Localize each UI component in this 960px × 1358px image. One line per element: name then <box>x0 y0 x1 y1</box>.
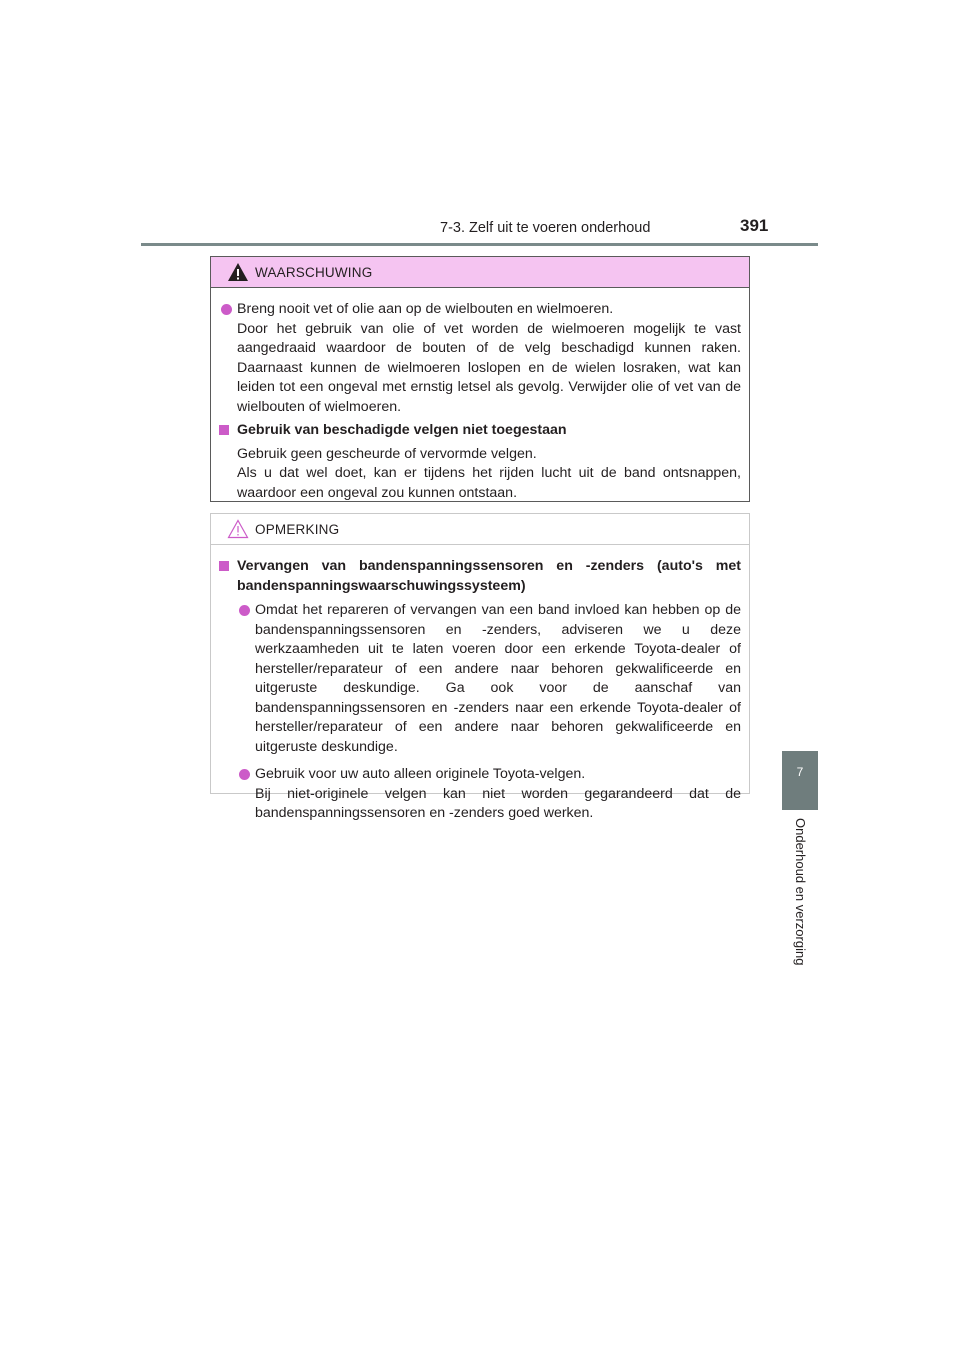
bullet-dot-icon <box>221 304 232 315</box>
header-rule <box>141 243 818 246</box>
chapter-tab <box>782 751 818 810</box>
notice-section <box>219 557 741 596</box>
section-square-icon <box>219 561 229 571</box>
notice-bullet-2-title: Gebruik voor uw auto alleen originele Toyota-velgen. <box>255 766 586 782</box>
section-2-line-2: Als u dat wel doet, kan er tijdens het rijden lucht uit de band ontsnappen, waardoor een ongeval zou kunnen ontstaan. <box>237 465 741 501</box>
notice-bullet-2 <box>237 765 741 824</box>
notice-bullets <box>219 601 741 824</box>
notice-bullet-2-body: Bij niet-originele velgen kan niet worden gegarandeerd dat de bandenspanningssensoren en -zenders goed werken. <box>255 785 741 821</box>
section-square-icon <box>219 425 229 435</box>
notice-box <box>210 513 750 821</box>
notice-heading: OPMERKING <box>255 522 340 537</box>
notice-bullet-1-text: Omdat het repareren of vervangen van een band invloed kan hebben op de bandenspanningssensoren en -zenders, adviseren we u deze werkzaamheden uit te laten voeren door een erkende Toyota-dealer of hersteller/reparateur of een andere naar behoren gekwalificeerde en uitgeruste deskundige. Ga ook voor de aanschaf van bandenspanningssensoren en -zenders naar een erkende Toyota-dealer of hersteller/reparateur of een andere naar behoren gekwalificeerde en uitgeruste deskundige. <box>255 602 741 755</box>
bullet-1-body: Door het gebruik van olie of vet worden de wielmoeren mogelijk te vast aangedraaid waardoor de bouten of de velg beschadigd kunnen raken. Daarnaast kunnen de wielmoeren loslopen en de wielen losraken, wat kan leiden tot een ongeval met ernstig letsel als gevolg. Verwijder olie of vet van de wielbouten of wielmoeren. <box>237 320 741 415</box>
notice-triangle-icon <box>227 519 249 539</box>
warning-section-2 <box>219 421 741 441</box>
notice-body <box>211 545 749 824</box>
bullet-1-title: Breng nooit vet of olie aan op de wielbouten en wielmoeren. <box>237 301 614 317</box>
page-number: 391 <box>740 216 769 235</box>
chapter-number: 7 <box>796 765 804 779</box>
notice-bullet-1 <box>237 601 741 757</box>
bullet-dot-icon <box>239 769 250 780</box>
warning-heading: WAARSCHUWING <box>255 265 373 280</box>
warning-header <box>211 257 749 288</box>
notice-header <box>211 514 749 545</box>
chapter-title: Onderhoud en verzorging <box>793 818 808 966</box>
section-2-title: Gebruik van beschadigde velgen niet toegestaan <box>237 422 567 438</box>
bullet-dot-icon <box>239 605 250 616</box>
warning-body <box>211 288 749 503</box>
notice-section-title: Vervangen van bandenspanningssensoren en -zenders (auto's met bandenspanningswaarschuwingssysteem) <box>237 558 741 594</box>
section-2-line-1: Gebruik geen gescheurde of vervormde velgen. <box>237 445 537 462</box>
section-title: 7-3. Zelf uit te voeren onderhoud <box>440 220 651 236</box>
warning-box <box>210 256 750 502</box>
warning-bullet-1 <box>219 300 741 417</box>
warning-triangle-icon <box>227 262 249 282</box>
